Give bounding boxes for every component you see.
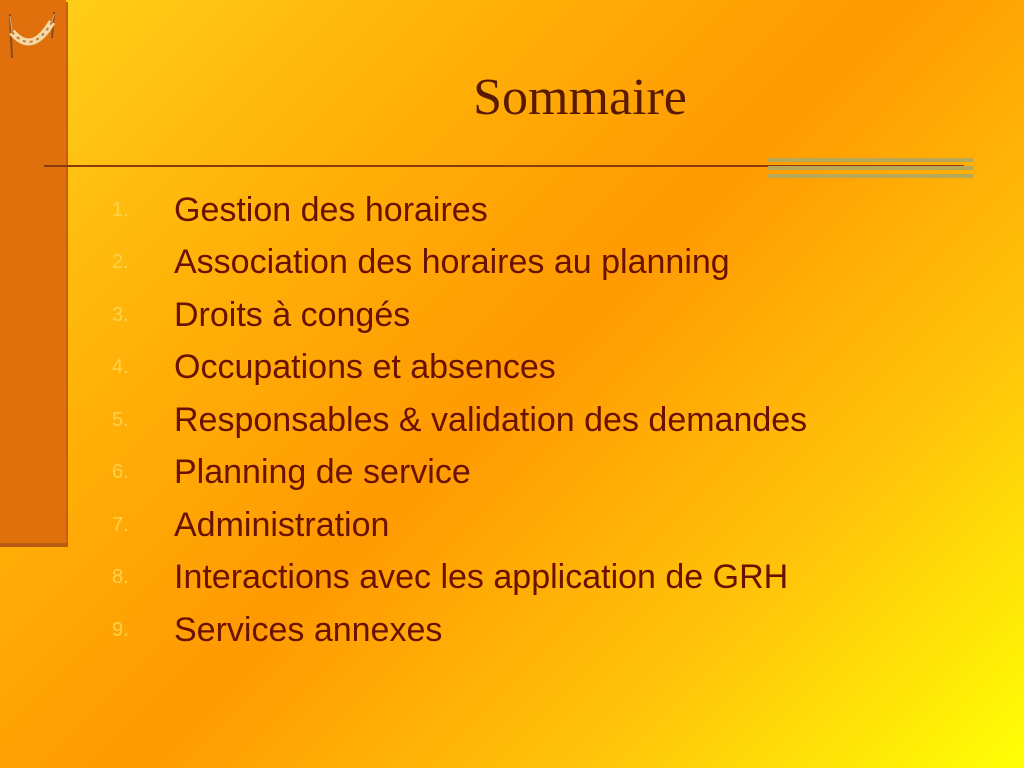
title-divider-accent: [768, 158, 973, 178]
agenda-item-label: Planning de service: [174, 453, 471, 492]
agenda-item: [112, 447, 807, 500]
agenda-item-label: Administration: [174, 505, 390, 544]
agenda-item-label: Droits à congés: [174, 295, 411, 334]
left-accent-bar-edge: [0, 543, 68, 547]
agenda-item-number: 3.: [112, 303, 129, 326]
hammock-icon: [2, 8, 64, 60]
agenda-item-number: 6.: [112, 461, 129, 484]
agenda-item-number: 1.: [112, 198, 129, 221]
agenda-item-number: 7.: [112, 513, 129, 536]
agenda-item: [112, 237, 807, 290]
agenda-item-number: 2.: [112, 251, 129, 274]
agenda-item-label: Gestion des horaires: [174, 190, 488, 229]
agenda-item: [112, 552, 807, 605]
agenda-item: [112, 289, 807, 342]
agenda-item-label: Services annexes: [174, 610, 443, 649]
agenda-item: [112, 184, 807, 237]
agenda-item: [112, 342, 807, 395]
agenda-item-number: 9.: [112, 618, 129, 641]
agenda-list: [112, 184, 807, 657]
slide-title: Sommaire: [473, 69, 687, 126]
agenda-item-label: Interactions avec les application de GRH: [174, 558, 789, 597]
agenda-item-label: Responsables & validation des demandes: [174, 400, 808, 439]
agenda-item-number: 5.: [112, 408, 129, 431]
agenda-item-label: Occupations et absences: [174, 348, 556, 387]
agenda-item-label: Association des horaires au planning: [174, 243, 730, 282]
agenda-item-number: 4.: [112, 356, 129, 379]
agenda-item-number: 8.: [112, 566, 129, 589]
agenda-item: [112, 604, 807, 657]
agenda-item: [112, 499, 807, 552]
agenda-item: [112, 394, 807, 447]
left-accent-bar: [0, 0, 66, 543]
